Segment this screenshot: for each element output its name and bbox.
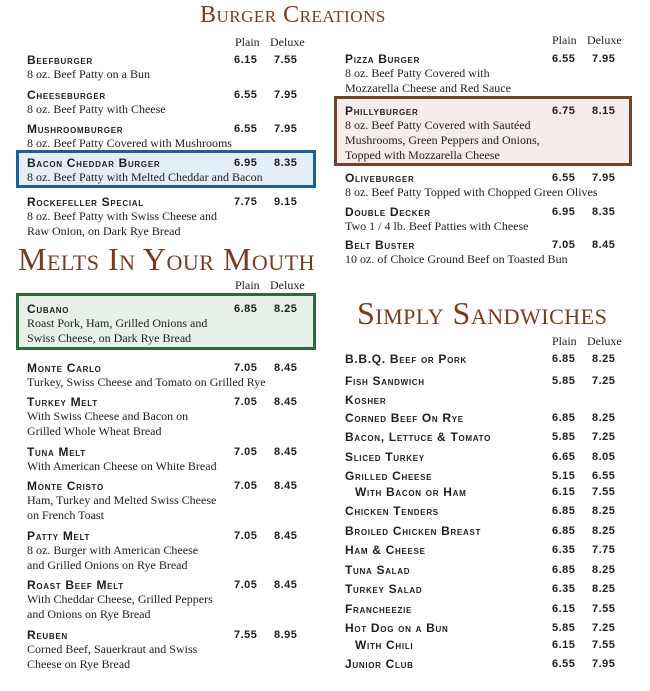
price-deluxe: 7.95 [274,89,298,101]
item-description: Corned Beef, Sauerkraut and Swiss Cheese on Rye Bread [27,642,198,671]
item-description: Turkey, Swiss Cheese and Tomato on Grilled Rye [27,375,266,389]
column-header-deluxe: Deluxe [270,278,305,292]
price-deluxe: 8.45 [274,530,298,542]
price-deluxe: 7.95 [592,53,616,65]
price-deluxe: 7.95 [274,123,298,135]
price-plain: 6.85 [552,505,576,517]
item-name: Belt Buster [345,238,415,252]
item-description: Ham, Turkey and Melted Swiss Cheese on French Toast [27,493,217,522]
price-plain: 6.95 [552,206,576,218]
price-deluxe: 8.25 [592,583,616,595]
item-name: Roast Beef Melt [27,578,124,592]
item-description: 8 oz. Beef Patty on a Bun [27,67,150,81]
section-title-sandwiches: Simply Sandwiches [357,295,608,331]
item-description: 8 oz. Beef Patty with Swiss Cheese and Raw Onion, on Dark Rye Bread [27,209,217,238]
item-description: 8 oz. Beef Patty Covered with Mushrooms [27,136,232,150]
column-header-deluxe: Deluxe [587,334,622,348]
item-description: With Swiss Cheese and Bacon on Grilled Whole Wheat Bread [27,409,189,438]
price-deluxe: 9.15 [274,196,298,208]
price-deluxe: 7.25 [592,375,616,387]
price-deluxe: 8.95 [274,629,298,641]
price-plain: 6.55 [552,658,576,670]
price-deluxe: 8.45 [274,362,298,374]
item-name: Reuben [27,628,68,642]
column-header-plain: Plain [552,334,577,348]
item-description: Two 1 / 4 lb. Beef Patties with Cheese [345,219,529,233]
item-name: Ham & Cheese [345,543,426,557]
price-plain: 6.85 [234,303,258,315]
item-name: Corned Beef On Rye [345,411,464,425]
price-deluxe: 8.25 [592,564,616,576]
price-deluxe: 8.25 [592,353,616,365]
price-deluxe: 8.45 [274,396,298,408]
price-plain: 6.15 [234,54,258,66]
price-plain: 7.05 [234,480,258,492]
price-plain: 5.85 [552,431,576,443]
item-name: Tuna Salad [345,563,411,577]
item-name: Monte Cristo [27,479,104,493]
price-plain: 7.75 [234,196,258,208]
price-plain: 7.05 [234,362,258,374]
price-plain: 6.65 [552,451,576,463]
price-deluxe: 7.25 [592,622,616,634]
price-plain: 6.55 [234,89,258,101]
item-description: 8 oz. Beef Patty Covered with Mozzarella Cheese and Red Sauce [345,66,511,95]
item-description: 8 oz. Burger with American Cheese and Grilled Onions on Rye Bread [27,543,199,572]
price-deluxe: 8.45 [592,239,616,251]
item-name: Francheezie [345,602,413,616]
price-plain: 7.05 [234,446,258,458]
item-name: Rockefeller Special [27,195,144,209]
item-name: Mushroomburger [27,122,124,136]
column-header-plain: Plain [552,33,577,47]
price-plain: 6.55 [552,172,576,184]
item-name: Grilled Cheese [345,469,433,483]
price-deluxe: 8.05 [592,451,616,463]
price-plain: 6.85 [552,525,576,537]
item-description: With American Cheese on White Bread [27,459,217,473]
price-plain: 7.05 [234,530,258,542]
price-deluxe: 7.55 [592,603,616,615]
price-deluxe: 8.25 [592,525,616,537]
item-description: Roast Pork, Ham, Grilled Onions and Swiss Cheese, on Dark Rye Bread [27,316,208,345]
price-plain: 5.15 [552,470,576,482]
section-title-melts: Melts In Your Mouth [18,241,315,277]
item-name: Oliveburger [345,171,415,185]
price-deluxe: 8.35 [274,157,298,169]
price-plain: 7.05 [552,239,576,251]
price-deluxe: 8.25 [274,303,298,315]
column-header-plain: Plain [235,35,260,49]
item-name: Fish Sandwich [345,374,425,388]
price-plain: 6.55 [234,123,258,135]
item-name: Phillyburger [345,104,419,118]
price-deluxe: 8.45 [274,579,298,591]
item-name: With Bacon or Ham [355,485,467,499]
price-plain: 6.35 [552,544,576,556]
price-deluxe: 7.95 [592,172,616,184]
item-name: Cheeseburger [27,88,106,102]
item-description: With Cheddar Cheese, Grilled Peppers and Onions on Rye Bread [27,592,213,621]
price-plain: 7.05 [234,579,258,591]
item-description: 8 oz. Beef Patty Covered with Sautéed Mushrooms, Green Peppers and Onions, Topped with Mozzarella Cheese [345,118,540,162]
item-name: Hot Dog on a Bun [345,621,449,635]
item-description: 8 oz. Beef Patty with Cheese [27,102,166,116]
price-plain: 6.85 [552,564,576,576]
price-deluxe: 8.25 [592,505,616,517]
price-plain: 7.55 [234,629,258,641]
price-plain: 7.05 [234,396,258,408]
price-deluxe: 8.45 [274,480,298,492]
price-deluxe: 8.45 [274,446,298,458]
section-title-burger-creations: Burger Creations [200,2,386,28]
price-deluxe: 7.75 [592,544,616,556]
price-plain: 5.85 [552,375,576,387]
item-name: Patty Melt [27,529,91,543]
price-deluxe: 8.35 [592,206,616,218]
item-name: Junior Club [345,657,414,671]
item-description: 10 oz. of Choice Ground Beef on Toasted Bun [345,252,568,266]
item-name: Chicken Tenders [345,504,439,518]
price-deluxe: 7.55 [274,54,298,66]
item-name: B.B.Q. Beef or Pork [345,352,467,366]
item-name: Beefburger [27,53,93,67]
price-plain: 6.85 [552,412,576,424]
item-name: Turkey Melt [27,395,98,409]
item-name: With Chili [355,638,414,652]
column-header-deluxe: Deluxe [270,35,305,49]
item-name: Double Decker [345,205,431,219]
item-name: Bacon Cheddar Burger [27,156,161,170]
column-header-deluxe: Deluxe [587,33,622,47]
price-plain: 6.15 [552,486,576,498]
price-plain: 6.15 [552,603,576,615]
item-name: Kosher [345,393,387,407]
item-name: Tuna Melt [27,445,86,459]
item-name: Sliced Turkey [345,450,425,464]
price-deluxe: 8.25 [592,412,616,424]
item-name: Turkey Salad [345,582,423,596]
item-name: Monte Carlo [27,361,102,375]
item-name: Pizza Burger [345,52,421,66]
price-deluxe: 6.55 [592,470,616,482]
price-plain: 6.75 [552,105,576,117]
price-plain: 6.35 [552,583,576,595]
price-plain: 6.95 [234,157,258,169]
column-header-plain: Plain [235,278,260,292]
item-name: Bacon, Lettuce & Tomato [345,430,492,444]
price-deluxe: 7.55 [592,486,616,498]
price-plain: 6.55 [552,53,576,65]
price-deluxe: 8.15 [592,105,616,117]
price-plain: 6.15 [552,639,576,651]
price-plain: 6.85 [552,353,576,365]
item-name: Broiled Chicken Breast [345,524,482,538]
price-deluxe: 7.25 [592,431,616,443]
price-plain: 5.85 [552,622,576,634]
item-description: 8 oz. Beef Patty Topped with Chopped Green Olives [345,185,598,199]
item-name: Cubano [27,302,70,316]
price-deluxe: 7.95 [592,658,616,670]
price-deluxe: 7.55 [592,639,616,651]
item-description: 8 oz. Beef Patty with Melted Cheddar and Bacon [27,170,263,184]
